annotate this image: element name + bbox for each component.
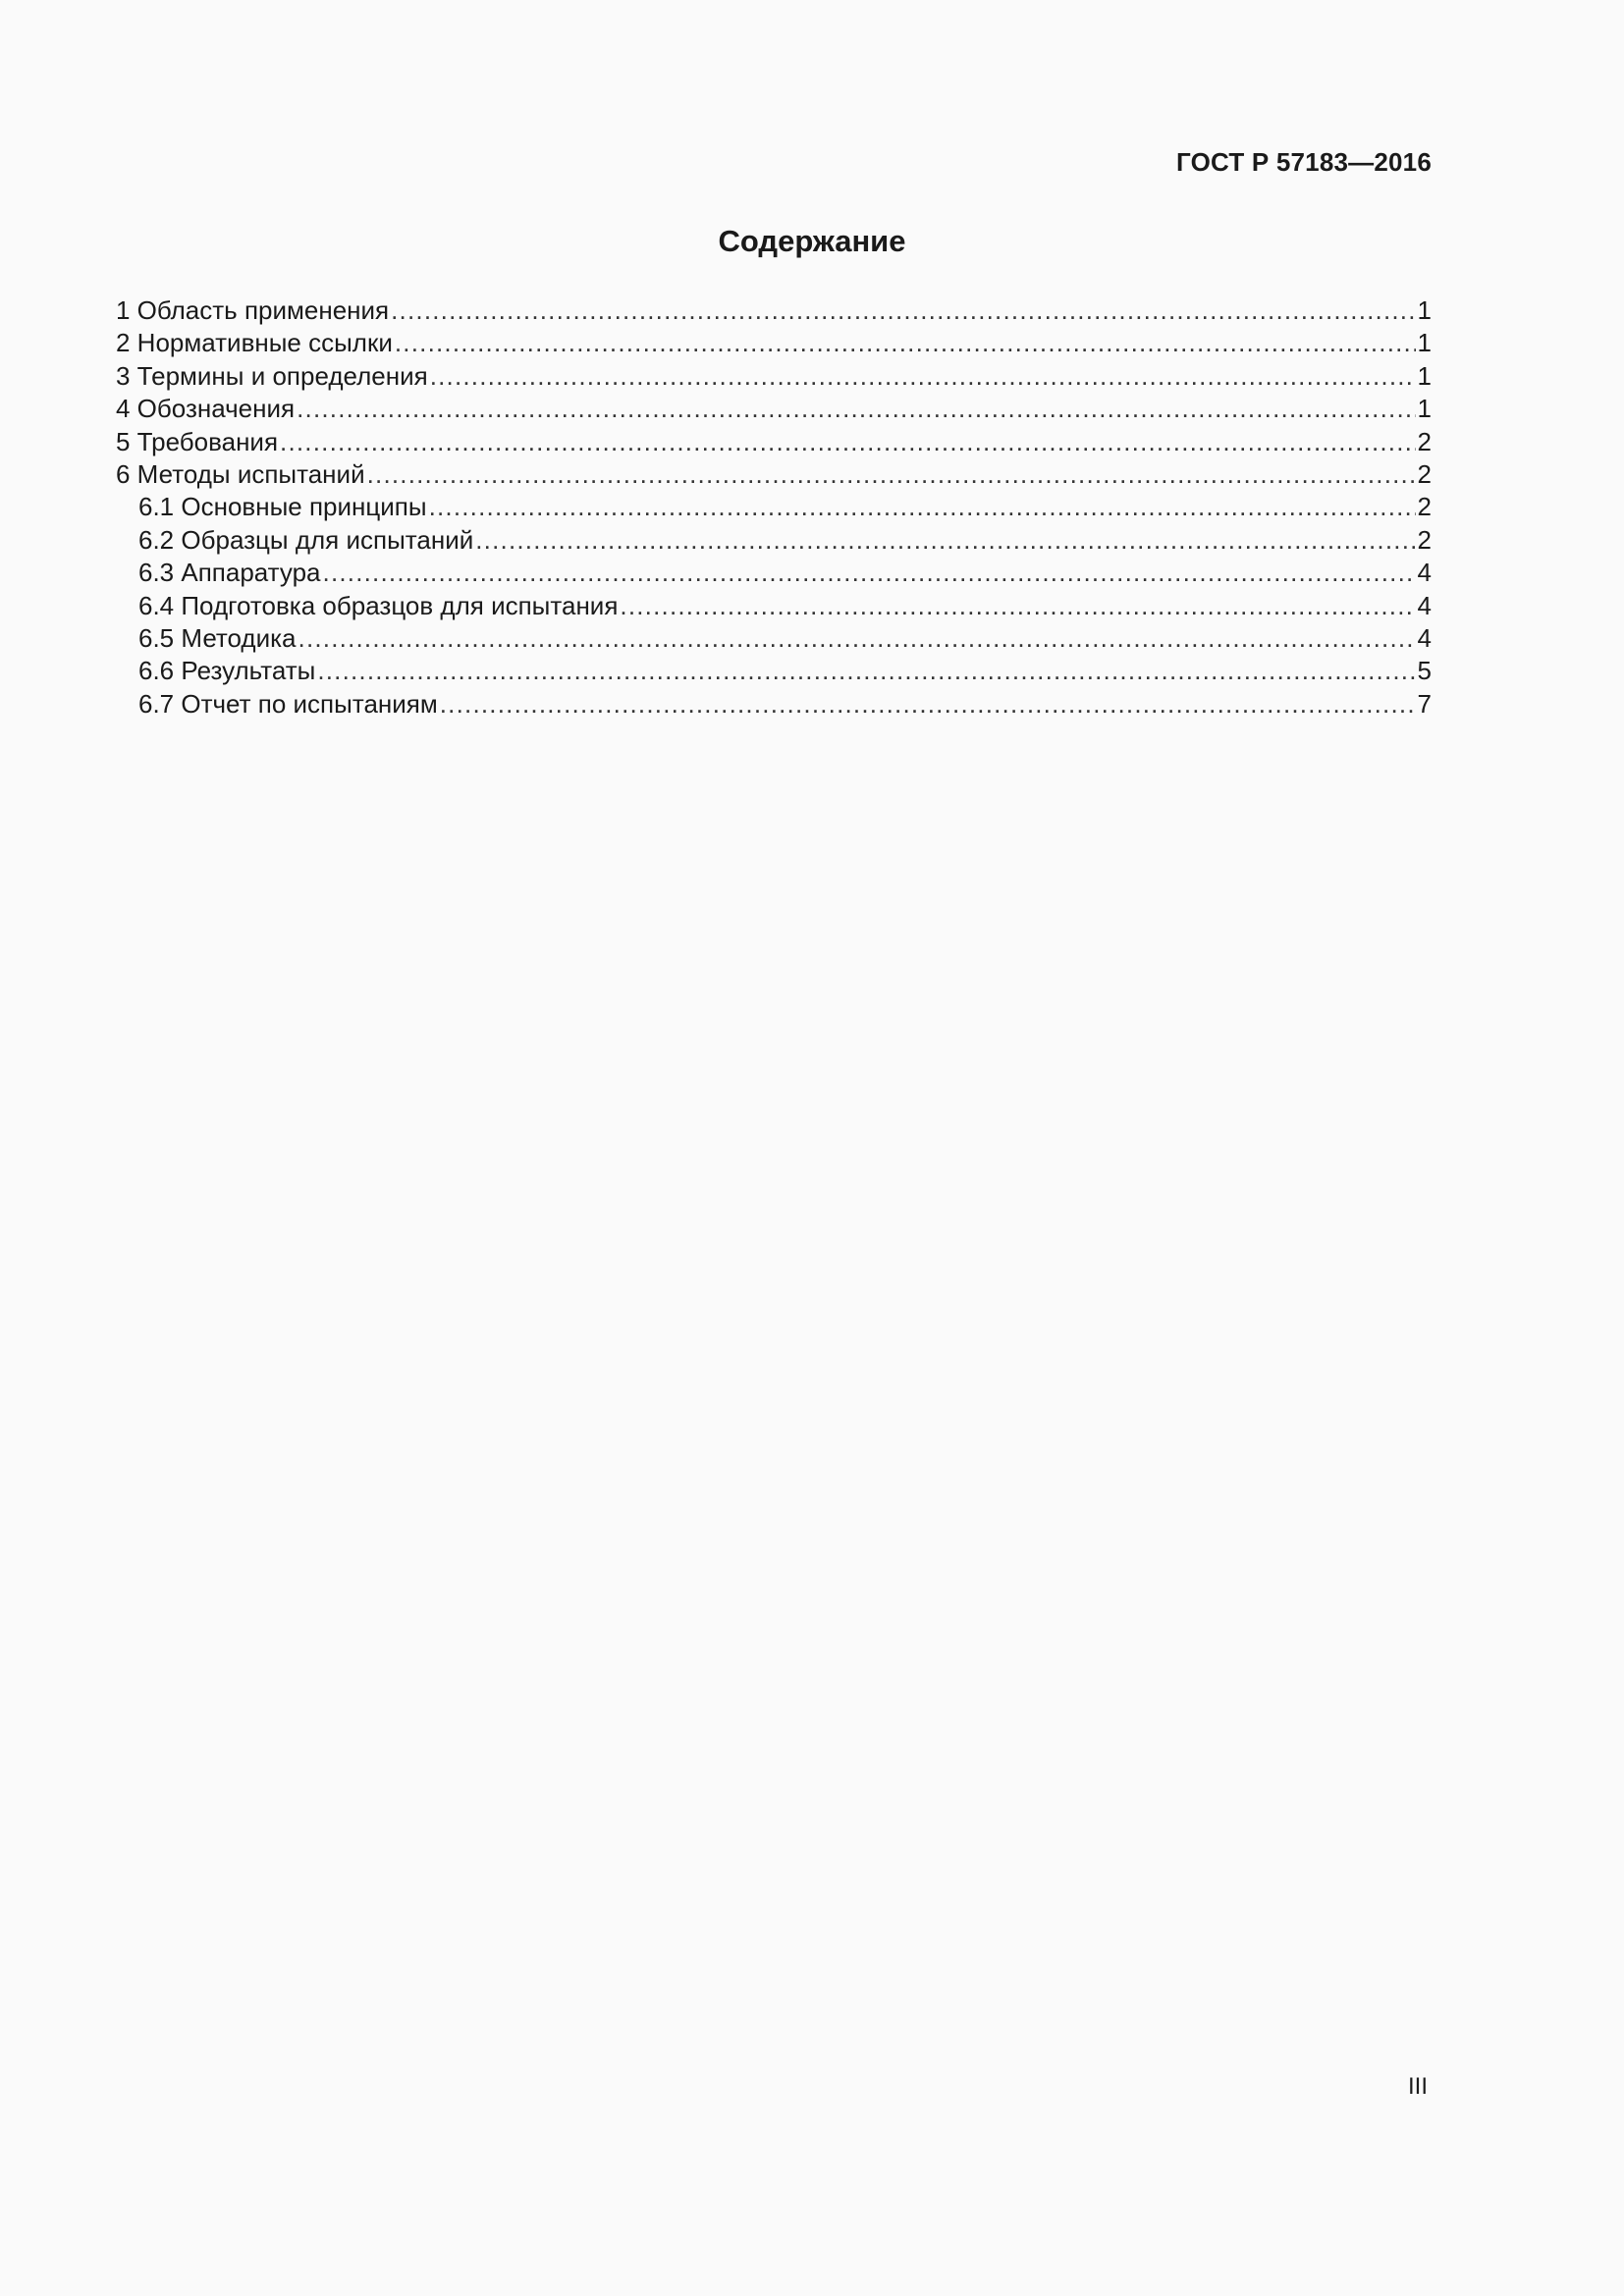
page-number: III xyxy=(1407,2073,1428,2100)
table-of-contents xyxy=(116,294,1432,721)
toc-entry-label: 6.1 Основные принципы xyxy=(138,492,427,522)
toc-entry-1[interactable] xyxy=(116,294,1432,327)
toc-entry-page: 7 xyxy=(1417,688,1432,719)
toc-entry-label: 2 Нормативные ссылки xyxy=(116,328,393,358)
toc-entry-page: 1 xyxy=(1417,328,1432,358)
toc-dot-leader xyxy=(391,294,1415,327)
toc-entry-label: 6 Методы испытаний xyxy=(116,458,365,489)
toc-entry-6-4[interactable] xyxy=(116,590,1432,622)
toc-entry-label: 6.3 Аппаратура xyxy=(138,558,321,588)
toc-entry-5[interactable] xyxy=(116,426,1432,458)
toc-entry-page: 2 xyxy=(1417,492,1432,522)
toc-dot-leader xyxy=(317,655,1415,687)
toc-entry-3[interactable] xyxy=(116,360,1432,393)
toc-entry-6[interactable] xyxy=(116,458,1432,491)
toc-entry-page: 2 xyxy=(1417,458,1432,489)
toc-entry-6-3[interactable] xyxy=(116,557,1432,589)
toc-entry-page: 1 xyxy=(1417,394,1432,424)
toc-entry-page: 4 xyxy=(1417,558,1432,588)
toc-entry-page: 1 xyxy=(1417,360,1432,391)
toc-dot-leader xyxy=(475,524,1415,557)
toc-entry-label: 3 Термины и определения xyxy=(116,360,428,391)
toc-entry-label: 6.7 Отчет по испытаниям xyxy=(138,688,438,719)
standard-code: ГОСТ Р 57183—2016 xyxy=(1176,147,1432,177)
toc-entry-page: 2 xyxy=(1417,524,1432,555)
toc-dot-leader xyxy=(280,426,1416,458)
toc-dot-leader xyxy=(298,622,1416,655)
toc-entry-6-6[interactable] xyxy=(116,655,1432,687)
toc-entry-label: 1 Область применения xyxy=(116,295,390,325)
toc-dot-leader xyxy=(297,393,1415,425)
toc-entry-label: 6.6 Результаты xyxy=(138,656,316,686)
toc-entry-6-1[interactable] xyxy=(116,491,1432,523)
toc-entry-6-5[interactable] xyxy=(116,622,1432,655)
toc-dot-leader xyxy=(395,327,1416,359)
toc-entry-label: 5 Требования xyxy=(116,426,279,456)
toc-dot-leader xyxy=(440,688,1416,721)
toc-entry-6-2[interactable] xyxy=(116,524,1432,557)
toc-entry-4[interactable] xyxy=(116,393,1432,425)
toc-dot-leader xyxy=(430,360,1416,393)
toc-entry-6-7[interactable] xyxy=(116,688,1432,721)
toc-entry-page: 2 xyxy=(1417,426,1432,456)
toc-entry-page: 4 xyxy=(1417,590,1432,620)
toc-dot-leader xyxy=(367,458,1416,491)
toc-entry-label: 6.2 Образцы для испытаний xyxy=(138,524,474,555)
toc-title: Содержание xyxy=(718,224,906,258)
toc-entry-2[interactable] xyxy=(116,327,1432,359)
toc-entry-page: 1 xyxy=(1417,295,1432,325)
toc-entry-label: 4 Обозначения xyxy=(116,394,296,424)
toc-dot-leader xyxy=(620,590,1415,622)
toc-entry-page: 5 xyxy=(1417,656,1432,686)
toc-entry-label: 6.4 Подготовка образцов для испытания xyxy=(138,590,619,620)
toc-entry-page: 4 xyxy=(1417,622,1432,653)
toc-dot-leader xyxy=(323,557,1416,589)
toc-entry-label: 6.5 Методика xyxy=(138,622,297,653)
toc-dot-leader xyxy=(429,491,1416,523)
